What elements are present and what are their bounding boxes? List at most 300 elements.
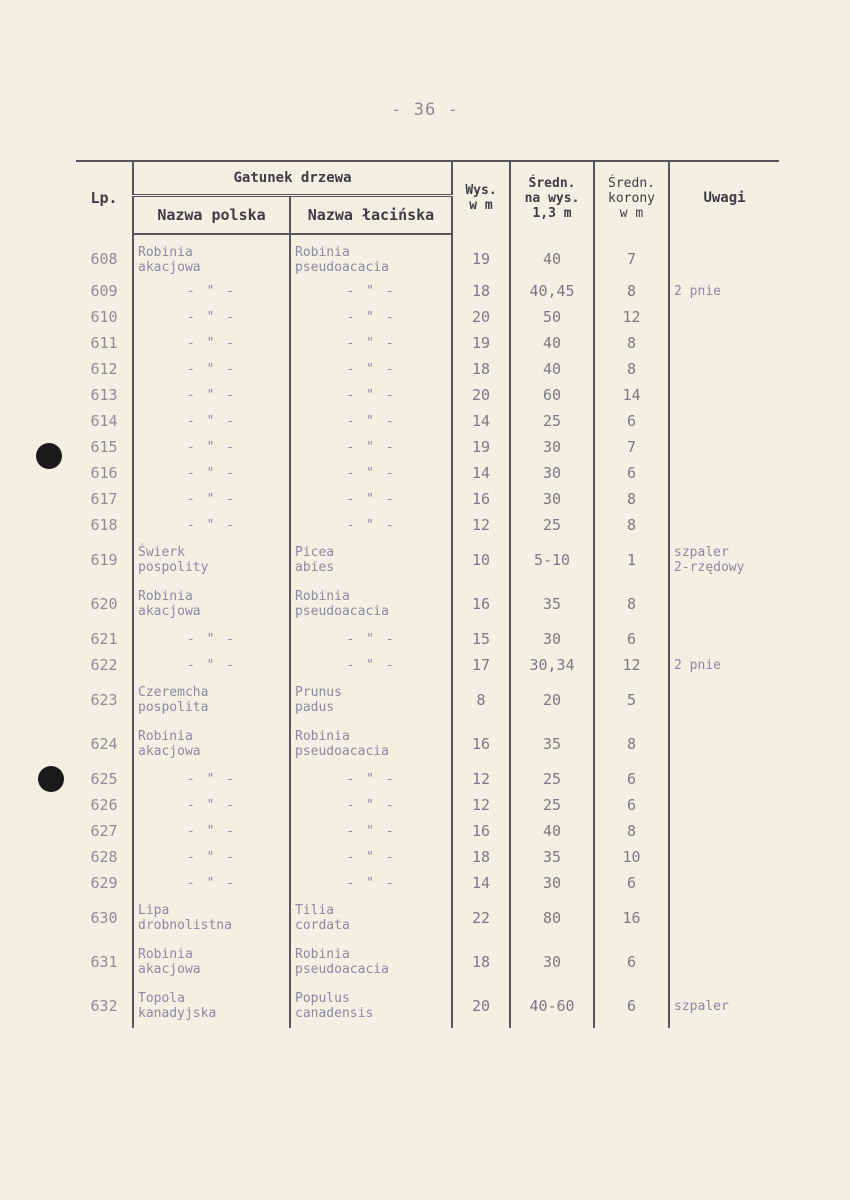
cell-lp [76,330,133,356]
cell-polish-name [133,512,290,538]
cell-lp-text: 615 [90,437,118,456]
table-row [76,722,779,766]
cell-polish-name-text: drobnolistna [138,918,232,933]
cell-polish-name-text: - " - [186,875,237,891]
cell-height-text: 19 [471,249,491,268]
cell-polish-name-text: Lipa [138,903,170,918]
cell-crown-text: 10 [622,847,641,866]
cell-height [452,844,510,870]
table-body [76,234,779,1028]
cell-notes [669,486,779,512]
cell-polish-name-text: - " - [186,771,237,787]
cell-height [452,330,510,356]
table-row [76,984,779,1028]
cell-polish-name-text: - " - [186,849,237,865]
cell-notes [669,408,779,434]
cell-diameter-text: 60 [542,385,562,404]
cell-latin-name-text: - " - [346,657,396,673]
cell-crown-text: 8 [627,734,637,753]
cell-crown [594,652,669,678]
cell-diameter-text: 30,34 [529,655,575,674]
cell-latin-name-text: abies [295,560,335,575]
cell-polish-name [133,896,290,940]
cell-height [452,278,510,304]
cell-height [452,626,510,652]
cell-lp-text: 629 [90,873,118,892]
cell-latin-name-text: Tilia [295,903,335,918]
cell-lp [76,538,133,582]
cell-diameter [510,652,594,678]
cell-diameter [510,434,594,460]
cell-polish-name-text: Świerk [138,545,185,560]
cell-polish-name-text: Robinia [138,589,193,604]
cell-lp-text: 625 [90,769,118,788]
cell-lp-text: 632 [90,996,118,1015]
table-row [76,356,779,382]
cell-diameter [510,582,594,626]
cell-lp [76,382,133,408]
cell-diameter [510,896,594,940]
cell-lp [76,512,133,538]
cell-height [452,538,510,582]
cell-latin-name-text: - " - [346,309,396,325]
cell-lp-text: 619 [90,550,118,569]
cell-crown-text: 8 [627,489,637,508]
cell-lp [76,722,133,766]
cell-height-text: 22 [471,908,491,927]
cell-polish-name [133,678,290,722]
cell-crown [594,792,669,818]
cell-diameter-text: 25 [542,411,562,430]
cell-latin-name [290,434,452,460]
cell-height [452,234,510,278]
cell-lp-text: 608 [90,249,118,268]
cell-latin-name [290,330,452,356]
table-row [76,512,779,538]
cell-lp [76,940,133,984]
cell-latin-name [290,940,452,984]
cell-polish-name [133,818,290,844]
page-number: - 36 - [391,100,459,120]
cell-crown [594,408,669,434]
cell-latin-name [290,486,452,512]
cell-polish-name-text: - " - [186,361,237,377]
cell-diameter-text: 25 [542,515,562,534]
cell-latin-name [290,844,452,870]
cell-diameter [510,792,594,818]
cell-polish-name-text: Robinia [138,244,193,260]
cell-lp-text: 616 [90,463,118,482]
cell-lp-text: 610 [90,307,118,326]
cell-height [452,582,510,626]
cell-lp-text: 622 [90,655,118,674]
cell-latin-name-text: Robinia [295,729,350,744]
table-row [76,844,779,870]
cell-latin-name-text: - " - [346,823,396,839]
cell-crown-text: 16 [622,908,641,927]
cell-crown [594,434,669,460]
cell-diameter-text: 40 [542,249,562,268]
cell-polish-name [133,984,290,1028]
cell-notes [669,984,779,1028]
cell-polish-name-text: akacjowa [138,962,201,977]
cell-lp [76,870,133,896]
cell-latin-name [290,896,452,940]
cell-height [452,512,510,538]
cell-latin-name-text: padus [295,700,335,715]
cell-height-text: 17 [471,655,491,674]
cell-latin-name-text: Populus [295,991,350,1006]
cell-notes [669,940,779,984]
table-row [76,330,779,356]
cell-height-text: 18 [471,847,491,866]
cell-polish-name [133,278,290,304]
cell-latin-name-text: Robinia [295,589,350,604]
cell-height [452,896,510,940]
cell-lp-text: 611 [90,333,118,352]
cell-height-text: 16 [471,489,491,508]
cell-crown [594,896,669,940]
header-latin-name: Nazwa łacińska [290,196,452,235]
cell-latin-name-text: - " - [346,491,396,507]
cell-diameter-text: 25 [542,769,562,788]
cell-lp [76,766,133,792]
cell-polish-name [133,844,290,870]
cell-height [452,678,510,722]
cell-crown [594,626,669,652]
cell-lp-text: 628 [90,847,118,866]
cell-height [452,408,510,434]
cell-latin-name-text: - " - [346,849,396,865]
cell-polish-name [133,940,290,984]
cell-lp [76,486,133,512]
cell-lp-text: 626 [90,795,118,814]
cell-crown-text: 6 [627,463,637,482]
cell-diameter [510,330,594,356]
cell-crown [594,234,669,278]
cell-lp [76,896,133,940]
cell-diameter [510,278,594,304]
cell-notes [669,356,779,382]
cell-lp-text: 612 [90,359,118,378]
cell-crown [594,818,669,844]
cell-polish-name-text: - " - [186,413,237,429]
cell-polish-name [133,304,290,330]
cell-diameter-text: 40,45 [529,281,575,300]
header-species-group: Gatunek drzewa [133,161,452,196]
cell-polish-name-text: akacjowa [138,259,201,275]
cell-diameter [510,356,594,382]
cell-notes [669,434,779,460]
cell-polish-name [133,792,290,818]
cell-height-text: 18 [471,359,491,378]
cell-lp [76,434,133,460]
header-diameter [510,161,594,234]
cell-crown [594,940,669,984]
cell-notes [669,382,779,408]
cell-lp-text: 609 [90,281,118,300]
cell-polish-name-text: - " - [186,283,237,299]
cell-height-text: 8 [476,690,486,709]
cell-lp-text: 620 [90,594,118,613]
cell-height-text: 18 [471,952,491,971]
header-diameter-line1: Średn. [528,175,576,191]
cell-polish-name-text: pospolita [138,700,209,715]
cell-polish-name [133,382,290,408]
punch-hole [36,443,62,469]
table-row [76,460,779,486]
cell-diameter-text: 30 [542,437,562,456]
cell-latin-name [290,234,452,278]
cell-diameter [510,844,594,870]
header-crown-line2: korony [608,190,655,206]
cell-crown [594,330,669,356]
cell-latin-name-text: Robinia [295,244,350,260]
cell-height [452,940,510,984]
header-height-line1: Wys. [465,183,497,198]
cell-height-text: 14 [471,873,491,892]
cell-polish-name [133,434,290,460]
cell-polish-name-text: Topola [138,991,185,1006]
cell-crown-text: 5 [627,690,637,709]
cell-diameter-text: 25 [542,795,562,814]
table-row [76,626,779,652]
table-row [76,582,779,626]
cell-lp-text: 621 [90,629,118,648]
cell-latin-name-text: - " - [346,797,396,813]
cell-crown-text: 12 [622,655,641,674]
cell-polish-name-text: - " - [186,657,237,673]
cell-diameter-text: 35 [542,847,562,866]
header-notes: Uwagi [669,161,779,234]
table-row [76,792,779,818]
table-row [76,870,779,896]
cell-diameter-text: 30 [542,463,562,482]
cell-crown [594,460,669,486]
cell-lp-text: 624 [90,734,118,753]
table-row [76,766,779,792]
cell-height [452,870,510,896]
cell-latin-name-text: - " - [346,517,396,533]
cell-crown-text: 8 [627,333,637,352]
cell-diameter-text: 40 [542,359,562,378]
cell-notes [669,330,779,356]
cell-crown [594,538,669,582]
table-row [76,538,779,582]
cell-latin-name [290,766,452,792]
cell-diameter [510,234,594,278]
cell-height-text: 12 [471,515,491,534]
cell-crown [594,278,669,304]
cell-polish-name [133,356,290,382]
cell-notes-text: 2 pnie [674,657,721,673]
cell-diameter-text: 5-10 [533,550,571,569]
cell-polish-name [133,766,290,792]
cell-diameter [510,722,594,766]
cell-polish-name [133,582,290,626]
cell-crown-text: 6 [627,769,637,788]
cell-notes-text: szpaler [674,998,729,1014]
cell-diameter [510,870,594,896]
cell-latin-name [290,722,452,766]
cell-crown-text: 8 [627,594,637,613]
cell-notes [669,792,779,818]
cell-diameter-text: 30 [542,489,562,508]
cell-polish-name [133,722,290,766]
table-row [76,652,779,678]
cell-polish-name [133,538,290,582]
cell-height [452,486,510,512]
cell-latin-name [290,538,452,582]
cell-lp [76,792,133,818]
cell-lp [76,652,133,678]
cell-height-text: 16 [471,821,491,840]
cell-height-text: 14 [471,411,491,430]
cell-notes [669,278,779,304]
header-height [452,161,510,234]
cell-crown [594,486,669,512]
cell-notes [669,512,779,538]
cell-diameter [510,486,594,512]
cell-latin-name [290,512,452,538]
cell-crown-text: 6 [627,629,637,648]
cell-latin-name-text: - " - [346,361,396,377]
cell-latin-name-text: - " - [346,283,396,299]
cell-diameter-text: 50 [542,307,562,326]
cell-diameter-text: 80 [542,908,562,927]
cell-latin-name-text: - " - [346,387,396,403]
cell-height [452,652,510,678]
cell-latin-name-text: pseudoacacia [295,259,389,275]
cell-polish-name [133,486,290,512]
table-row [76,408,779,434]
cell-lp [76,818,133,844]
cell-notes [669,460,779,486]
cell-latin-name [290,278,452,304]
cell-diameter-text: 30 [542,873,562,892]
cell-polish-name-text: - " - [186,491,237,507]
cell-lp-text: 618 [90,515,118,534]
cell-polish-name-text: kanadyjska [138,1006,217,1021]
cell-height-text: 16 [471,594,491,613]
cell-notes-text: 2 pnie [674,283,721,299]
cell-lp [76,582,133,626]
cell-crown-text: 12 [622,307,641,326]
header-crown-line3: w m [619,205,644,221]
cell-height-text: 20 [471,307,491,326]
cell-crown [594,382,669,408]
cell-lp-text: 613 [90,385,118,404]
cell-crown-text: 8 [627,821,637,840]
cell-crown-text: 6 [627,873,637,892]
cell-diameter-text: 30 [542,952,562,971]
cell-latin-name [290,408,452,434]
header-lp: Lp. [76,161,133,234]
cell-lp-text: 627 [90,821,118,840]
cell-latin-name [290,626,452,652]
table-row [76,234,779,278]
cell-polish-name-text: - " - [186,797,237,813]
cell-lp-text: 614 [90,411,118,430]
cell-notes [669,538,779,582]
cell-height-text: 16 [471,734,491,753]
cell-polish-name [133,460,290,486]
cell-polish-name-text: - " - [186,387,237,403]
cell-polish-name-text: - " - [186,439,237,455]
cell-crown [594,582,669,626]
cell-polish-name-text: - " - [186,631,237,647]
cell-diameter [510,304,594,330]
cell-latin-name-text: - " - [346,413,396,429]
table-row [76,818,779,844]
cell-diameter-text: 40 [542,821,562,840]
cell-polish-name-text: Robinia [138,947,193,962]
cell-height-text: 10 [471,550,491,569]
header-diameter-line2: na wys. [524,190,580,206]
header-crown [594,161,669,234]
cell-crown [594,766,669,792]
cell-latin-name-text: pseudoacacia [295,604,389,619]
cell-notes [669,722,779,766]
header-crown-line1: Średn. [608,175,655,191]
cell-lp [76,678,133,722]
cell-height [452,304,510,330]
cell-polish-name-text: pospolity [138,560,209,575]
cell-height-text: 20 [471,996,491,1015]
cell-diameter-text: 40-60 [529,996,575,1015]
cell-lp-text: 623 [90,690,118,709]
cell-polish-name-text: - " - [186,517,237,533]
cell-lp [76,234,133,278]
cell-notes [669,870,779,896]
cell-polish-name-text: - " - [186,823,237,839]
cell-crown [594,304,669,330]
cell-lp [76,304,133,330]
cell-latin-name [290,870,452,896]
cell-diameter [510,460,594,486]
cell-notes [669,818,779,844]
cell-diameter [510,940,594,984]
header-height-line2: w m [469,198,493,213]
cell-diameter [510,408,594,434]
cell-polish-name-text: - " - [186,335,237,351]
cell-latin-name [290,678,452,722]
cell-height-text: 20 [471,385,491,404]
cell-height [452,722,510,766]
table-row [76,434,779,460]
tree-register-table [76,160,779,1028]
cell-latin-name [290,984,452,1028]
cell-lp-text: 630 [90,908,118,927]
cell-crown [594,722,669,766]
cell-crown [594,870,669,896]
cell-crown [594,844,669,870]
cell-polish-name-text: akacjowa [138,604,201,619]
cell-notes-text: szpaler [674,545,729,560]
cell-diameter-text: 35 [542,734,562,753]
cell-diameter-text: 20 [542,690,562,709]
cell-polish-name [133,330,290,356]
cell-crown-text: 6 [627,952,637,971]
cell-height [452,356,510,382]
cell-crown-text: 8 [627,281,637,300]
cell-lp-text: 617 [90,489,118,508]
table-row [76,304,779,330]
cell-diameter [510,818,594,844]
cell-lp [76,278,133,304]
table-row [76,382,779,408]
cell-latin-name [290,652,452,678]
